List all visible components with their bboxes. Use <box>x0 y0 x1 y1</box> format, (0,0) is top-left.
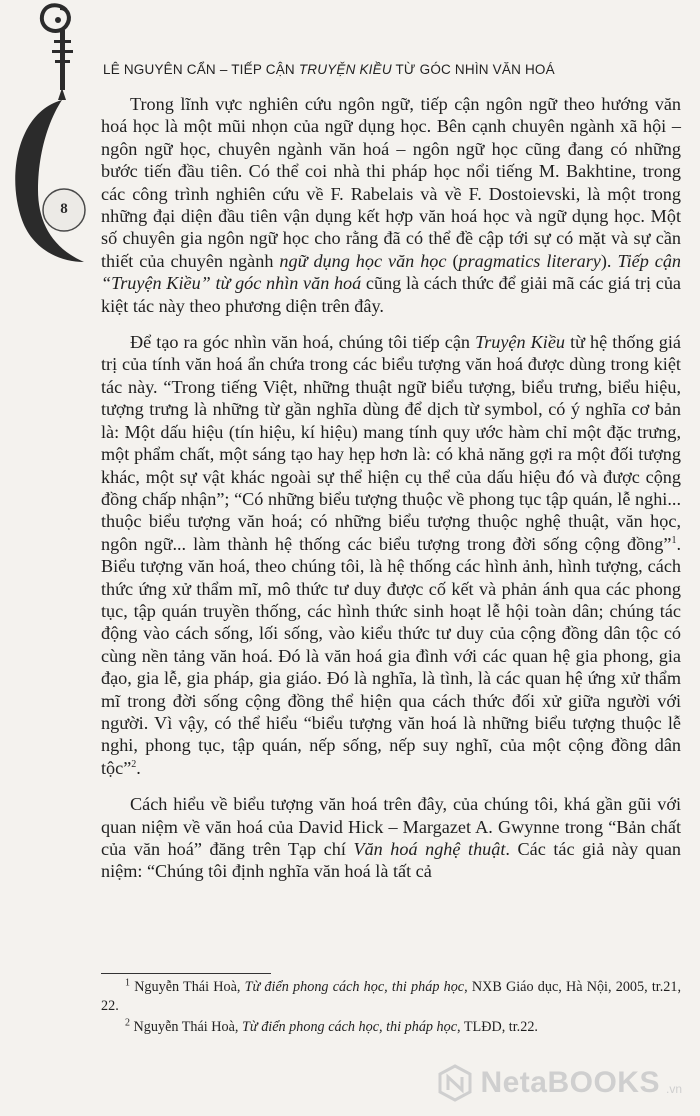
text-span: , NXB Giáo dục, Hà Nội, 2005, tr.21, 22. <box>101 979 681 1014</box>
footnote-2 <box>101 1018 681 1037</box>
watermark-domain: .vn <box>665 1082 682 1096</box>
italic-span: Từ điển phong cách học, thi pháp học <box>242 1019 458 1035</box>
text-span: Trong lĩnh vực nghiên cứu ngôn ngữ, tiếp cận ngôn ngữ theo hướng văn hoá học là một mũi nhọn của ngữ dụng học. Bên cạnh chuyên ngành xã hội – ngôn ngữ học, chuyên ngành văn hoá – ngôn ngữ học cũng đang có những bước tiến đầu tiên. Có thể coi nhà thi pháp học nổi tiếng M. Bakhtine, trong các công trình nghiên cứu về F. Rabelais và về F. Dostoievski, là một trong những đại diện đầu tiên vận dụng kết hợp văn hoá học và ngữ dụng học. Một số chuyên gia ngôn ngữ học cho rằng đã có thể đề cập tới sự có mặt và sự cần thiết của chuyên ngành <box>101 94 681 271</box>
italic-span: Từ điển phong cách học, thi pháp học <box>244 979 465 995</box>
text-span: . Các tác giả này quan niệm: “Chúng tôi định nghĩa văn hoá là tất cả <box>101 839 681 882</box>
footnote-ref-2[interactable]: 2 <box>131 758 137 770</box>
page-number: 8 <box>60 201 68 217</box>
watermark-text: NetaBOOKS <box>480 1066 660 1099</box>
text-span: . Biểu tượng văn hoá, theo chúng tôi, là hệ thống các hình ảnh, hình tượng, cách thức ứng xử thẩm mĩ, mô thức tư duy được cố kết và phản ánh qua các phong tục, tập quán truyền thống, các hình thức sinh hoạt lễ hội toàn dân; chúng tác động vào cách sống, lối sống, vào kiểu thức tư duy của cộng đồng dân tộc có cùng nền tảng văn hoá. Đó là văn hoá gia đình với các quan hệ gia phong, gia đạo, gia lễ, gia pháp, gia giáo. Đó là nghĩa, là tình, là các quan hệ ứng xử thẩm mĩ trong đời sống cộng đồng thể hiện qua cách thức đối xử giữa người với người. Vì vậy, có thể hiểu “biểu tượng văn hoá là những biểu tượng thuộc lễ nghi, phong tục, tập quán, nếp sống, nếp suy nghĩ, của một cộng đồng dân tộc” <box>101 533 681 778</box>
text-span: Cách hiểu về biểu tượng văn hoá trên đây, của chúng tôi, khá gần gũi với quan niệm về văn hoá của David Hick – Margazet A. Gwynne trong “Bản chất của văn hoá” đăng trên Tạp chí <box>101 794 681 859</box>
footnote-1 <box>101 978 681 1015</box>
italic-span: Tiếp cận “Truyện Kiều” từ góc nhìn văn hoá <box>101 250 682 294</box>
text-span: cũng là cách thức để giải mã các giá trị của kiệt tác này theo phương diện trên đây. <box>101 273 681 316</box>
text-span: ( <box>446 250 459 271</box>
footnote-number: 1 <box>125 977 130 989</box>
paragraph-3 <box>101 793 681 883</box>
italic-span: Truyện Kiều <box>475 332 566 353</box>
watermark <box>436 1064 682 1102</box>
italic-span: Văn hoá nghệ thuật <box>353 839 506 859</box>
text-span: từ hệ thống giá trị của tính văn hoá ẩn chứa trong các biểu tượng văn hoá được dùng trong kiệt tác này. “Trong tiếng Việt, những thuật ngữ biểu tượng, biểu trưng, biểu hiệu, tượng trưng là những từ gần nghĩa dùng để dịch từ symbol, có ý nghĩa cơ bản là: Một dấu hiệu (tín hiệu, kí hiệu) mang tính quy ước hàm chỉ một đặc trưng, một phẩm chất, một sáng tạo hay hẹp hơn là: có khả năng gợi ra một đối tượng khác, một sự vật khác ngoài sự thể hiện cụ thể của dấu hiệu đó và được cộng đồng chấp nhận”; “Có những biểu tượng thuộc về phong tục tập quán, lễ nghi... thuộc biểu tượng văn hoá; có những biểu tượng thuộc nghệ thuật, văn học, ngôn ngữ... làm thành hệ thống các biểu tượng trong đời sống cộng đồng” <box>101 332 681 554</box>
text-span: ). <box>600 250 618 271</box>
footnote-divider <box>101 973 271 974</box>
italic-span: ngữ dụng học văn học <box>279 250 447 271</box>
footnotes <box>101 978 681 1040</box>
footnote-ref-1[interactable]: 1 <box>671 534 677 546</box>
book-logo-icon <box>436 1064 474 1102</box>
paragraph-2 <box>101 331 681 779</box>
main-text <box>101 93 681 897</box>
header-author: LÊ NGUYÊN CẨN – TIẾP CẬN <box>103 62 299 77</box>
italic-span: pragmatics literary <box>458 250 601 271</box>
paragraph-1 <box>101 93 681 317</box>
decorative-ornament <box>0 0 110 290</box>
header-title-rest: TỪ GÓC NHÌN VĂN HOÁ <box>391 62 555 77</box>
text-span: Để tạo ra góc nhìn văn hoá, chúng tôi tiếp cận <box>130 332 476 353</box>
text-span: Nguyễn Thái Hoà, <box>130 1019 243 1035</box>
running-header <box>103 62 670 77</box>
header-book-title: TRUYỆN KIỀU <box>298 62 392 77</box>
footnote-number: 2 <box>125 1017 130 1029</box>
text-span: Nguyễn Thái Hoà, <box>130 979 245 995</box>
text-span: , TLĐD, tr.22. <box>457 1019 538 1035</box>
text-span: . <box>136 757 141 778</box>
